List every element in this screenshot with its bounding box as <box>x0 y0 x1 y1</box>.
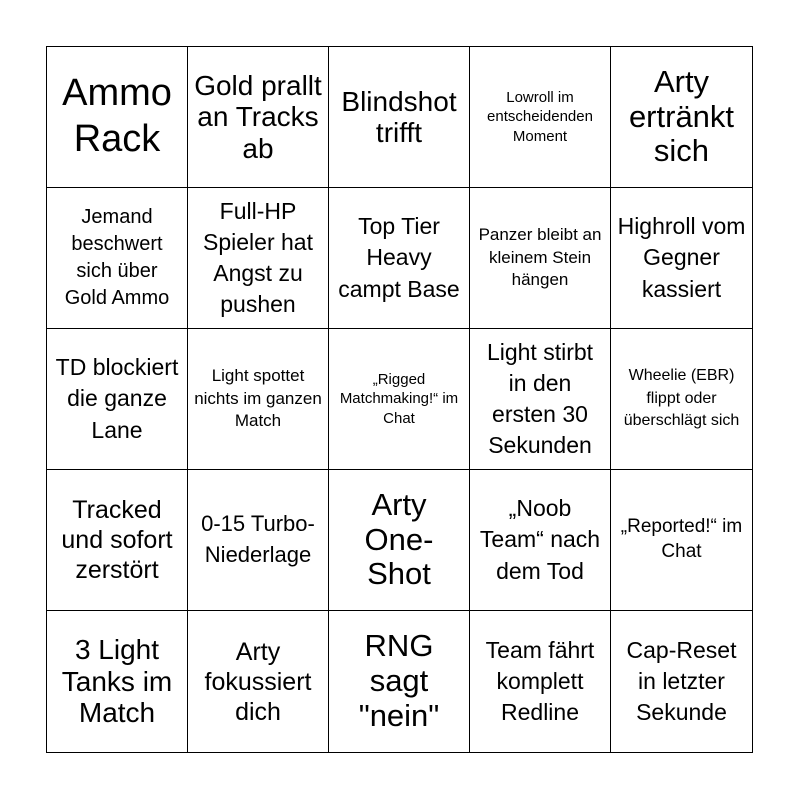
bingo-cell-text: Highroll vom Gegner kassiert <box>617 213 746 302</box>
bingo-cell[interactable] <box>188 611 329 752</box>
bingo-board <box>46 46 753 753</box>
bingo-cell[interactable] <box>470 329 611 470</box>
bingo-cell-text: Arty One-Shot <box>364 486 434 592</box>
bingo-cell-text: Ammo Rack <box>62 72 172 160</box>
bingo-cell-text: „Reported!“ im Chat <box>620 516 743 562</box>
bingo-cell[interactable] <box>188 188 329 329</box>
bingo-cell-text: Top Tier Heavy campt Base <box>338 213 460 302</box>
bingo-cell[interactable] <box>47 188 188 329</box>
bingo-cell-text: RNG sagt "nein" <box>358 628 440 733</box>
bingo-cell[interactable] <box>47 611 188 752</box>
bingo-cell-text: TD blockiert die ganze Lane <box>55 354 179 443</box>
bingo-cell-text: Cap-Reset in letzter Sekunde <box>626 636 737 726</box>
bingo-cell-text: Team fährt komplett Redline <box>485 636 595 726</box>
bingo-cell[interactable] <box>329 47 470 188</box>
bingo-cell[interactable] <box>188 329 329 470</box>
bingo-cell-text: „Noob Team“ nach dem Tod <box>479 495 601 584</box>
bingo-cell[interactable] <box>611 470 752 611</box>
bingo-cell-text: Panzer bleibt an kleinem Stein hängen <box>478 224 602 290</box>
bingo-cell-text: Full-HP Spieler hat Angst zu pushen <box>203 197 313 318</box>
bingo-cell[interactable] <box>47 329 188 470</box>
bingo-cell[interactable] <box>47 470 188 611</box>
bingo-cell-text: Wheelie (EBR) flippt oder überschlägt sich <box>623 367 740 430</box>
bingo-cell[interactable] <box>470 47 611 188</box>
bingo-cell-text: Light spottet nichts im ganzen Match <box>194 365 322 431</box>
bingo-cell-text: Jemand beschwert sich über Gold Ammo <box>64 206 170 309</box>
bingo-cell-text: Light stirbt in den ersten 30 Sekunden <box>486 338 594 459</box>
bingo-cell[interactable] <box>470 611 611 752</box>
bingo-cell-text: Arty fokussiert dich <box>204 637 312 726</box>
bingo-cell[interactable] <box>611 329 752 470</box>
bingo-cell-text: Tracked und sofort zerstört <box>61 496 173 584</box>
bingo-cell[interactable] <box>188 47 329 188</box>
bingo-cell[interactable] <box>611 47 752 188</box>
bingo-cell[interactable] <box>611 611 752 752</box>
bingo-cell-text: Blindshot trifft <box>341 85 457 148</box>
bingo-cell[interactable] <box>329 470 470 611</box>
bingo-cell-text: „Rigged Matchmaking!“ im Chat <box>339 370 459 427</box>
bingo-cell[interactable] <box>611 188 752 329</box>
bingo-cell-text: Arty ertränkt sich <box>628 63 735 169</box>
bingo-cell[interactable] <box>329 611 470 752</box>
bingo-cell[interactable] <box>329 329 470 470</box>
bingo-cell[interactable] <box>188 470 329 611</box>
bingo-cell-text: 3 Light Tanks im Match <box>61 634 173 729</box>
bingo-cell[interactable] <box>47 47 188 188</box>
bingo-cell[interactable] <box>470 188 611 329</box>
bingo-cell-text: Gold prallt an Tracks ab <box>194 69 322 164</box>
bingo-cell[interactable] <box>470 470 611 611</box>
bingo-cell-text: Lowroll im entscheidenden Moment <box>487 88 593 145</box>
bingo-cell-text: 0-15 Turbo-Niederlage <box>201 511 315 567</box>
bingo-cell[interactable] <box>329 188 470 329</box>
